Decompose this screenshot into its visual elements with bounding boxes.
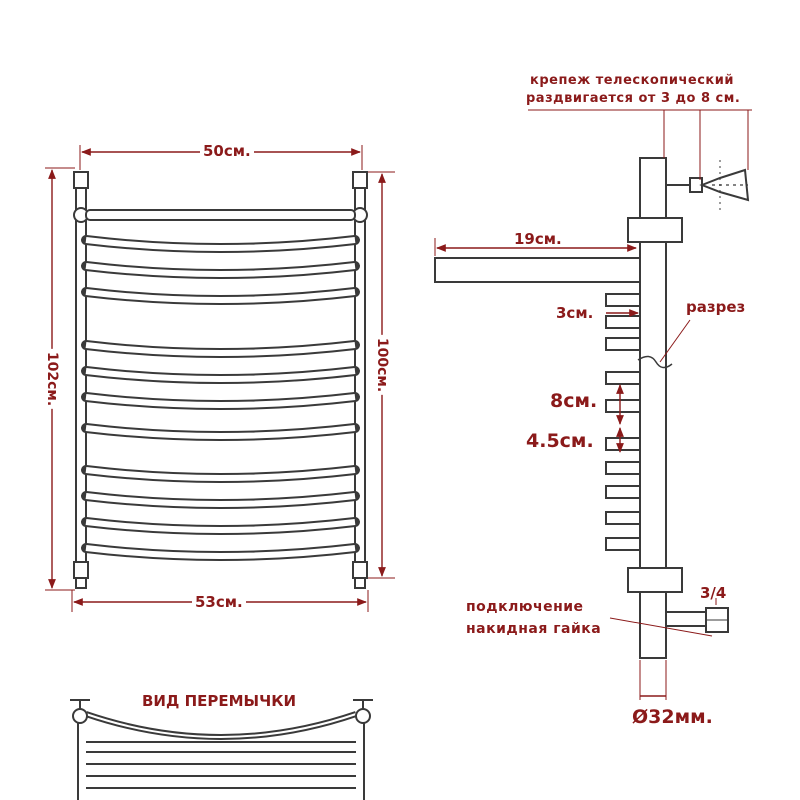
top-bar bbox=[86, 210, 355, 220]
rung-stub bbox=[606, 538, 640, 550]
cut-label: разрез bbox=[686, 298, 746, 316]
bridge-view bbox=[70, 700, 373, 800]
rung-stub bbox=[606, 462, 640, 474]
mount-note-line2: раздвигается от 3 до 8 см. bbox=[526, 91, 741, 106]
group-gap-label: 8см. bbox=[550, 390, 598, 412]
front-view bbox=[45, 145, 395, 612]
connection-line1: подключение bbox=[466, 599, 584, 615]
inner-height-label: 100см. bbox=[375, 335, 389, 395]
rung-pitch-label: 4.5см. bbox=[526, 430, 594, 452]
connection-line2: накидная гайка bbox=[466, 621, 602, 637]
rung-stub bbox=[606, 438, 640, 450]
lower-bracket bbox=[628, 568, 682, 592]
bridge-left-nut bbox=[73, 709, 87, 723]
left-bottom-cap bbox=[74, 562, 88, 578]
rung-stub bbox=[606, 372, 640, 384]
right-bottom-cap bbox=[353, 562, 367, 578]
rung-stub bbox=[606, 294, 640, 306]
rung-stub bbox=[606, 316, 640, 328]
rung-gap-label: 3см. bbox=[556, 304, 594, 322]
connection-pipe bbox=[666, 612, 708, 626]
mount-note-line1: крепеж телескопический bbox=[530, 73, 734, 88]
right-post bbox=[355, 188, 365, 588]
left-top-cap bbox=[74, 172, 88, 188]
thread-size-label: 3/4 bbox=[700, 584, 727, 602]
upper-bracket bbox=[628, 218, 682, 242]
rung-stub bbox=[606, 338, 640, 350]
bridge-right-nut bbox=[356, 709, 370, 723]
top-width-label: 50см. bbox=[200, 144, 254, 159]
bottom-width-label: 53см. bbox=[192, 595, 246, 610]
rung-stub bbox=[606, 512, 640, 524]
rung-stubs bbox=[606, 294, 640, 550]
left-post bbox=[76, 188, 86, 588]
rungs bbox=[86, 240, 355, 556]
rung-stub bbox=[606, 400, 640, 412]
bridge-view-title: ВИД ПЕРЕМЫЧКИ bbox=[142, 692, 297, 710]
depth-label: 19см. bbox=[514, 230, 562, 248]
right-top-cap bbox=[353, 172, 367, 188]
total-height-label: 102см. bbox=[45, 349, 59, 409]
rung-stub bbox=[606, 486, 640, 498]
pipe-diameter-label: Ø32мм. bbox=[632, 706, 713, 728]
side-top-bar bbox=[435, 258, 640, 282]
